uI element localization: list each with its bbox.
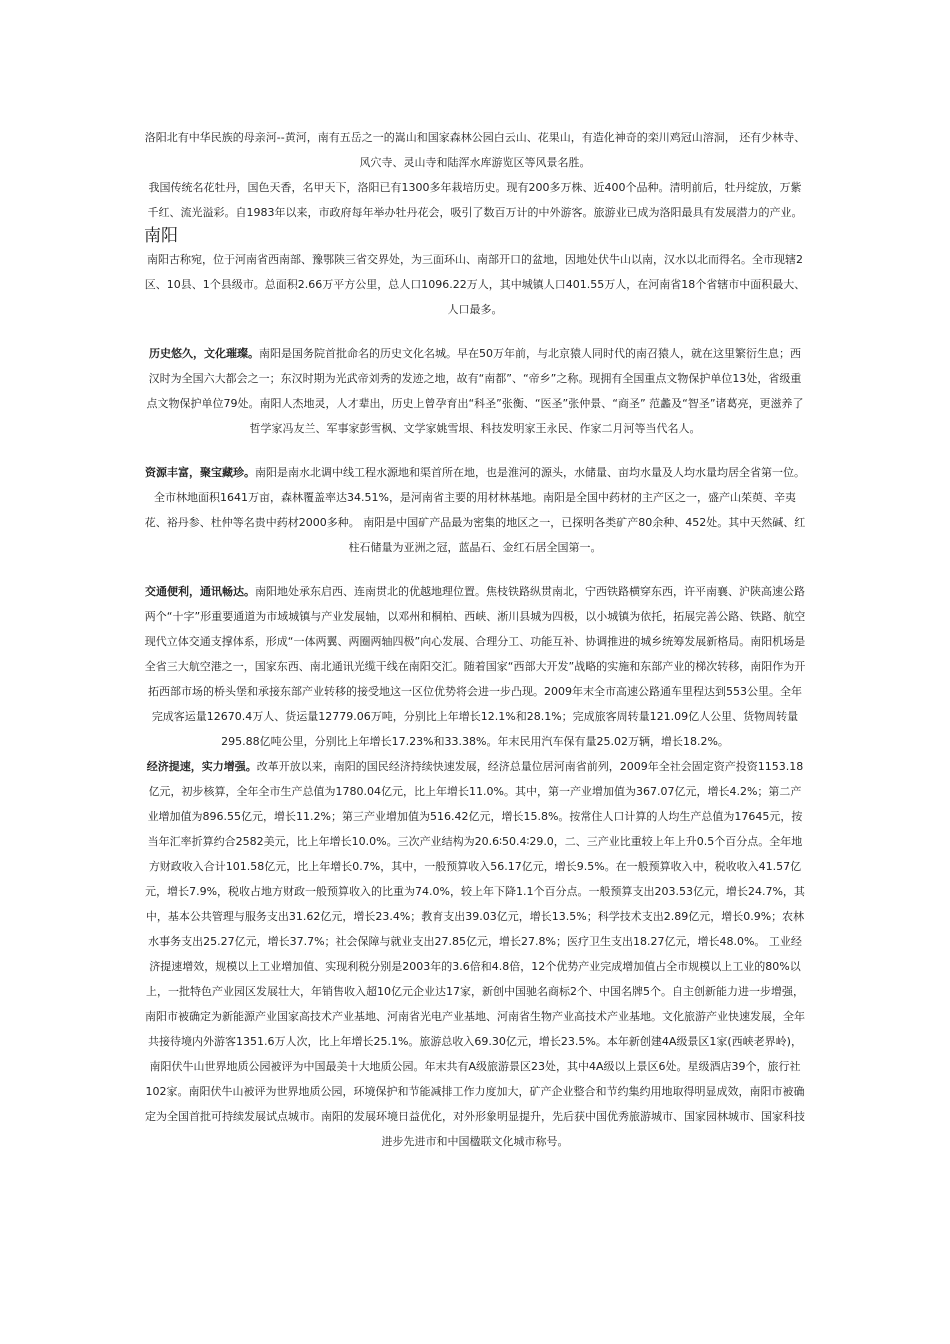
history-title: 历史悠久，文化璀璨。 xyxy=(149,347,259,360)
traffic-paragraph xyxy=(144,579,806,754)
traffic-title: 交通便利，通讯畅达。 xyxy=(145,585,255,598)
section-heading-nanyang: 南阳 xyxy=(144,226,178,246)
resource-paragraph xyxy=(144,460,806,560)
traffic-text: 南阳地处承东启西、连南贯北的优越地理位置。焦枝铁路纵贯南北，宁西铁路横穿东西，许平南襄、沪陕高速公路两个“十字”形重要通道为市域城镇与产业发展轴，以邓州和桐柏、西峡、淅川县城为四极，以小城镇为依托，拓展完善公路、铁路、航空现代立体交通支撑体系，形成“一体两翼、两圈两轴四极”向心发展、合理分工、功能互补、协调推进的城乡统筹发展新格局。南阳机场是全省三大航空港之一，国家东西、南北通讯光缆干线在南阳交汇。随着国家“西部大开发”战略的实施和东部产业的梯次转移，南阳作为开拓西部市场的桥头堡和承接东部产业转移的接受地这一区位优势将会进一步凸现。2009年末全市高速公路通车里程达到553公里。全年完成客运量12670.4万人、货运量12779.06万吨，分别比上年增长12.1%和28.1%；完成旅客周转量121.09亿人公里、货物周转量295.88亿吨公里，分别比上年增长17.23%和33.38%。年末民用汽车保有量25.02万辆，增长18.2%。 xyxy=(144,585,806,748)
document-page xyxy=(144,125,806,1154)
economy-text: 改革开放以来，南阳的国民经济持续快速发展，经济总量位居河南省前列，2009年全社会固定资产投资1153.18亿元，初步核算，全年全市生产总值为1780.04亿元，比上年增长11.0%。其中，第一产业增加值为367.07亿元，增长4.2%；第二产业增加值为896.55亿元，增长11.2%；第三产业增加值为516.42亿元，增长15.8%。按常住人口计算的人均生产总值为17645元，按当年汇率折算约合2582美元，比上年增长10.0%。三次产业结构为20.6∶50.4∶29.0，二、三产业比重较上年上升0.5个百分点。全年地方财政收入合计101.58亿元，比上年增长0.7%，其中，一般预算收入56.17亿元，增长9.5%。在一般预算收入中，税收收入41.57亿元，增长7.9%，税收占地方财政一般预算收入的比重为74.0%，较上年下降1.1个百分点。一般预算支出203.53亿元，增长24.7%，其中，基本公共管理与服务支出31.62亿元，增长23.4%；教育支出39.03亿元，增长13.5%；科学技术支出2.89亿元，增长0.9%；农林水事务支出25.27亿元，增长37.7%；社会保障与就业支出27.85亿元，增长27.8%；医疗卫生支出18.27亿元，增长48.0%。 工业经济提速增效，规模以上工业增加值、实现利税分别是2003年的3.6倍和4.8倍，12个优势产业完成增加值占全市规模以上工业的80%以上，一批特色产业园区发展壮大，年销售收入超10亿元企业达17家，新创中国驰名商标2个、中国名牌5个。自主创新能力进一步增强，南阳市被确定为新能源产业国家高技术产业基地、河南省光电产业基地、河南省生物产业高技术产业基地。文化旅游产业快速发展，全年共接待境内外游客1351.6万人次，比上年增长25.1%。旅游总收入69.30亿元，增长23.5%。本年新创建4A级景区1家(西峡老界岭)，南阳伏牛山世界地质公园被评为中国最美十大地质公园。年末共有A级旅游景区23处，其中4A级以上景区6处。星级酒店39个，旅行社102家。南阳伏牛山被评为世界地质公园，环境保护和节能减排工作力度加大，矿产企业整合和节约集约用地取得明显成效，南阳市被确定为全国首批可持续发展试点城市。南阳的发展环境日益优化，对外形象明显提升，先后获中国优秀旅游城市、国家园林城市、国家科技进步先进市和中国楹联文化城市称号。 xyxy=(145,760,805,1148)
resource-text: 南阳是南水北调中线工程水源地和渠首所在地，也是淮河的源头，水储量、亩均水量及人均水量均居全省第一位。 全市林地面积1641万亩，森林覆盖率达34.51%，是河南省主要的用材林基地。南阳是全国中药材的主产区之一，盛产山茱萸、辛夷花、裕丹参、杜仲等名贵中药材2000多种。 南阳是中国矿产品最为密集的地区之一，已探明各类矿产80余种、452处。其中天然碱、红柱石储量为亚洲之冠，蓝晶石、金红石居全国第一。 xyxy=(144,466,806,554)
luoyang-scenery-paragraph: 洛阳北有中华民族的母亲河--黄河，南有五岳之一的嵩山和国家森林公园白云山、花果山，有造化神奇的栾川鸡冠山溶洞， 还有少林寺、风穴寺、灵山寺和陆浑水库游览区等风景名胜。 xyxy=(144,131,806,169)
nanyang-intro-paragraph: 南阳古称宛，位于河南省西南部、豫鄂陕三省交界处，为三面环山、南部开口的盆地，因地处伏牛山以南，汉水以北而得名。全市现辖2区、10县、1个县级市。总面积2.66万平方公里，总人口1096.22万人，其中城镇人口401.55万人，在河南省18个省辖市中面积最大、人口最多。 xyxy=(144,253,806,316)
economy-title: 经济提速，实力增强。 xyxy=(146,760,257,773)
history-text: 南阳是国务院首批命名的历史文化名城。早在50万年前，与北京猿人同时代的南召猿人，就在这里繁衍生息；西汉时为全国六大都会之一；东汉时期为光武帝刘秀的发迹之地，故有“南都”、“帝乡”之称。现拥有全国重点文物保护单位13处，省级重点文物保护单位79处。南阳人杰地灵，人才辈出，历史上曾孕育出“科圣”张衡、“医圣”张仲景、“商圣” 范蠡及“智圣”诸葛亮，更滋养了哲学家冯友兰、军事家彭雪枫、文学家姚雪垠、科技发明家王永民、作家二月河等当代名人。 xyxy=(146,347,804,435)
history-paragraph xyxy=(144,341,806,441)
economy-paragraph xyxy=(144,754,806,1154)
resource-title: 资源丰富，聚宝藏珍。 xyxy=(145,466,255,479)
luoyang-peony-paragraph: 我国传统名花牡丹，国色天香，名甲天下，洛阳已有1300多年栽培历史。现有200多万株、近400个品种。清明前后，牡丹绽放，万紫千红、流光溢彩。自1983年以来，市政府每年举办牡丹花会，吸引了数百万计的中外游客。旅游业已成为洛阳最具有发展潜力的产业。 xyxy=(147,181,803,219)
